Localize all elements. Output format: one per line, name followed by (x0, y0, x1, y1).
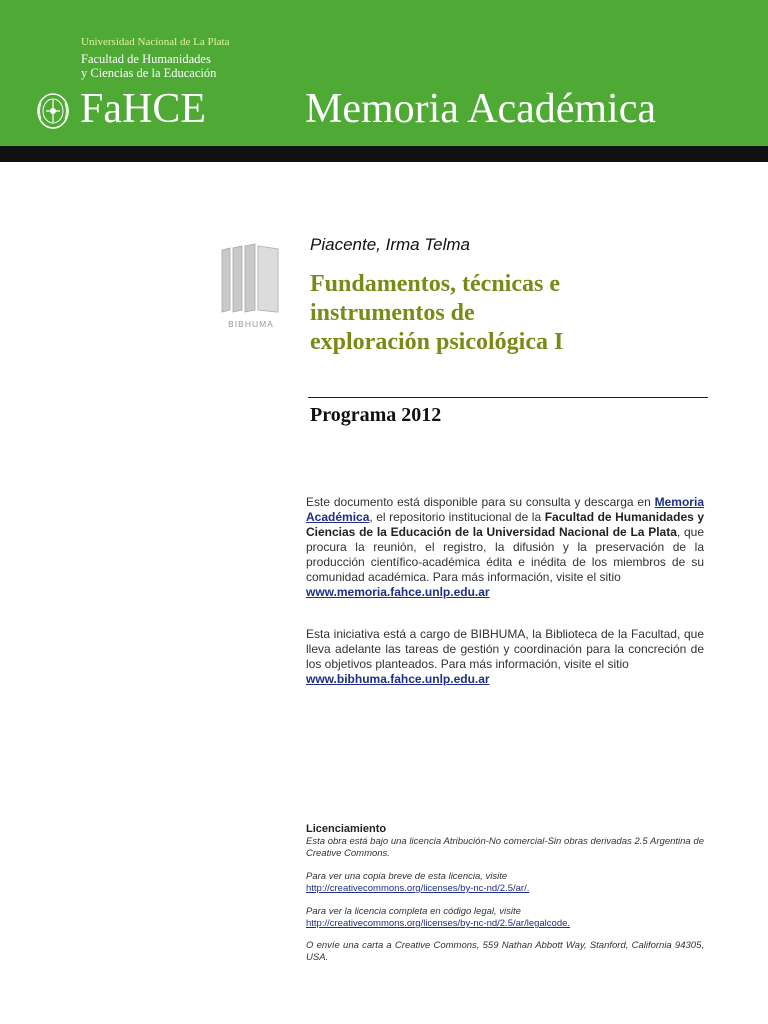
faculty-name-line2: y Ciencias de la Educación (81, 66, 217, 80)
about-text-end: , que procura la reunión, el registro, la difusión y la preservación de la producción científico-académica édita e inédita de los miembros de su comunidad académica. Para más información, visite el sitio (306, 525, 704, 584)
about-text-mid: , el repositorio institucional de la (369, 510, 542, 524)
bibhuma-url-link[interactable]: www.bibhuma.fahce.unlp.edu.ar (306, 672, 490, 686)
license-text: Esta obra está bajo una licencia Atribución-No comercial-Sin obras derivadas 2.5 Argentina de Creative Commons. (306, 836, 704, 859)
memoria-academica-link[interactable]: Memoria Académica (306, 495, 704, 524)
about-text-start: Este documento está disponible para su consulta y descarga en (306, 495, 651, 509)
license-short-link[interactable]: http://creativecommons.org/licenses/by-nc-nd/2.5/ar/. (306, 883, 530, 894)
bibhuma-logo-label: BIBHUMA (228, 319, 274, 329)
license-full-link[interactable]: http://creativecommons.org/licenses/by-nc-nd/2.5/ar/legalcode. (306, 918, 571, 929)
title-line-1: Fundamentos, técnicas e (310, 271, 560, 297)
document-title (310, 270, 710, 357)
repository-name: Memoria Académica (305, 86, 657, 132)
faculty-name-line1: Facultad de Humanidades (81, 52, 211, 66)
title-divider (308, 397, 708, 398)
bibhuma-text: Esta iniciativa está a cargo de BIBHUMA, la Biblioteca de la Facultad, que lleva adelante las tareas de gestión y coordinación para la concreción de los objetivos planteados. Para más información, visite el sitio (306, 627, 704, 671)
about-paragraph (306, 495, 704, 600)
license-short-label: Para ver una copia breve de esta licencia, visite (306, 871, 508, 882)
bibhuma-logo-icon (218, 240, 284, 332)
university-seal-icon (35, 91, 71, 131)
bibhuma-paragraph (306, 627, 704, 687)
university-name: Universidad Nacional de La Plata (81, 36, 230, 48)
about-institution-name: Facultad de Humanidades y Ciencias de la Educación de la Universidad Nacional de La Plata (306, 510, 704, 539)
license-mail-address: O envíe una carta a Creative Commons, 559 Nathan Abbott Way, Stanford, California 94305, USA. (306, 940, 704, 963)
document-subtitle: Programa 2012 (310, 404, 442, 426)
title-line-3: exploración psicológica I (310, 329, 564, 355)
memoria-url-link[interactable]: www.memoria.fahce.unlp.edu.ar (306, 585, 490, 599)
title-line-2: instrumentos de (310, 300, 475, 326)
license-heading: Licenciamiento (306, 823, 387, 835)
brand-fahce: FaHCE (80, 86, 206, 132)
license-full-label: Para ver la licencia completa en código legal, visite (306, 906, 521, 917)
header-divider-bar (0, 146, 768, 162)
document-author: Piacente, Irma Telma (310, 235, 470, 254)
